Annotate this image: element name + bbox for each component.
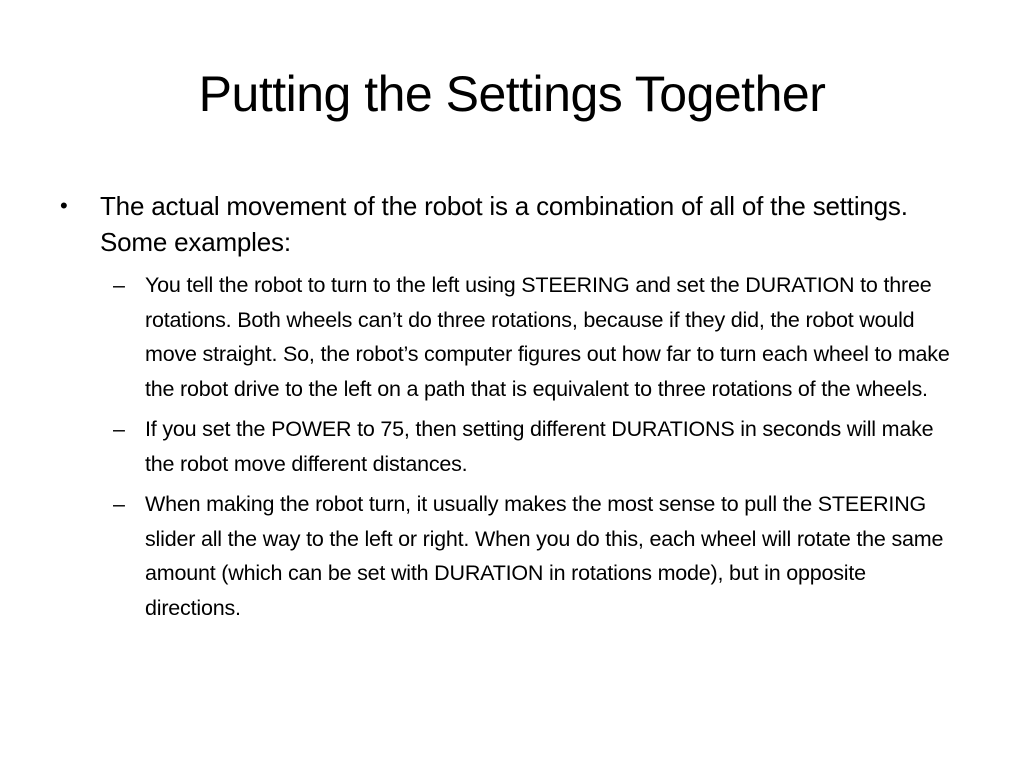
dash-icon: – — [113, 417, 125, 441]
sub-bullet-text: If you set the POWER to 75, then setting different DURATIONS in seconds will make the robot move different distances. — [145, 417, 934, 476]
dash-icon: – — [113, 273, 125, 297]
sub-bullet-text: When making the robot turn, it usually makes the most sense to pull the STEERING slider all the way to the left or right. When you do this, each wheel will rotate the same amount (which can be set with DURATION in rotations mode), but in opposite directions. — [145, 492, 944, 620]
sub-bullet-item — [100, 412, 960, 481]
slide-body — [60, 188, 960, 631]
sub-bullet-item — [100, 487, 960, 625]
sub-bullet-list — [60, 268, 960, 625]
bullet-item — [60, 188, 940, 260]
bullet-text: The actual movement of the robot is a combination of all of the settings. Some examples: — [100, 191, 908, 257]
sub-bullet-text: You tell the robot to turn to the left using STEERING and set the DURATION to three rotations. Both wheels can’t do three rotations, because if they did, the robot would move straight. So, the robot’s computer figures out how far to turn each wheel to make the robot drive to the left on a path that is equivalent to three rotations of the wheels. — [145, 273, 950, 401]
sub-bullet-item — [100, 268, 960, 406]
dash-icon: – — [113, 492, 125, 516]
bullet-icon: • — [60, 193, 68, 218]
slide-title: Putting the Settings Together — [198, 66, 826, 122]
